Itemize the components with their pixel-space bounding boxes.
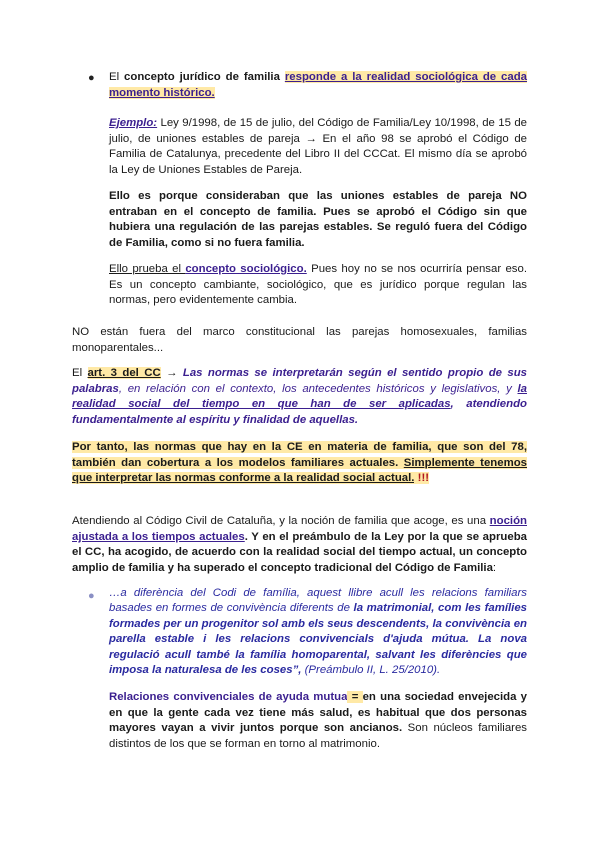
art3-paragraph: El art. 3 del CC → Las normas se interpretarán según el sentido propio de sus palabras, en relación con el contexto, los antecedentes históricos y legislativos, y la realidad social del tiempo en que han de ser aplicadas, atendiendo fundamentalmente al espíritu y finalidad de aquellas. (72, 367, 528, 426)
relations-term: Relaciones convivenciales de ayuda mutua (109, 691, 348, 703)
sociological-concept: concepto sociológico. (185, 263, 307, 275)
article-quote: Las normas se interpretarán según el sentido propio de sus palabras (72, 367, 528, 395)
quote-source: (Preámbulo II, L. 25/2010). (304, 664, 441, 677)
proves-paragraph: Ello prueba el concepto sociológico. Pues hoy no se nos ocurriría pensar eso. Es un concepto cambiante, sociológico, que es jurídico porque regulan las normas, pero evidentemente cambia. (109, 263, 527, 307)
example-text: Ley 9/1998, de 15 de julio, del Código de Familia/Ley 10/1998, de 15 de julio, de uniones estables de pareja → En el año 98 se aprobó el Código de Familia de Catalunya, precedente del Libro II del CCCat. El mismo día se aprobó la Ley de Uniones Estables de Pareja. (109, 117, 527, 176)
bullet-dot: ● (88, 590, 95, 602)
not-outside-paragraph: NO están fuera del marco constitucional las parejas homosexuales, familias monoparentales... (72, 326, 527, 354)
interpret-norms-statement: Simplemente tenemos que interpretar las normas conforme a la realidad social actual. (72, 456, 527, 485)
notion-adjusted: noción ajustada a los tiempos actuales (72, 515, 527, 543)
bullet-family-concept (109, 70, 527, 101)
bullet-dot: ● (88, 72, 95, 84)
example-label: Ejemplo: (109, 117, 158, 129)
concept-term: concepto jurídico de familia (124, 71, 280, 83)
example-paragraph (109, 116, 527, 178)
article-label: art. 3 del CC (87, 367, 161, 379)
relations-paragraph: Relaciones convivenciales de ayuda mutua = en una sociedad envejecida y en que la gente cada vez tiene más salud, es habitual que dos personas mayores vayan a vivir juntos porque son ancianos. Son núcleos familiares distintos de los que se forman en torno al matrimonio. (109, 691, 528, 750)
text: El (109, 71, 125, 83)
highlighted-statement: responde a la realidad sociológica de cada momento histórico. (109, 71, 528, 99)
therefore-paragraph: Por tanto, las normas que hay en la CE en materia de familia, que son del 78, también dan cobertura a los modelos familiares actuales. Simplemente tenemos que interpretar las normas conforme a la realidad social actual. !!! (72, 441, 527, 485)
catalan-quote: …a diferència del Codi de família, aquest llibre acull les relacions familiars basades en formes de convivència diferents de la matrimonial, com les famílies formades per un progenitor sol amb els seus descendents, la convivència en parella estable i les relacions convivencials d'ajuda mútua. La nova regulació acull també la família homoparental, salvant les diferències que imposa la naturalesa de les coses”, (Preámbulo II, L. 25/2010). (109, 587, 527, 677)
because-paragraph: Ello es porque consideraban que las uniones estables de pareja NO entraban en el concepto de familia. Pues se aprobó el Código sin que hubiera una regulación de las parejas estables. Se reguló fuera del Código de Familia, como si no fuera familia. (109, 190, 527, 249)
attending-paragraph: Atendiendo al Código Civil de Cataluña, y la noción de familia que acoge, es una noción ajustada a los tiempos actuales. Y en el preámbulo de la Ley por la que se aprueba el CC, ha acogido, de acuerdo con la realidad social del tiempo actual, un concepto amplio de familia y ha superado el concepto tradicional del Código de Familia: (72, 515, 527, 574)
